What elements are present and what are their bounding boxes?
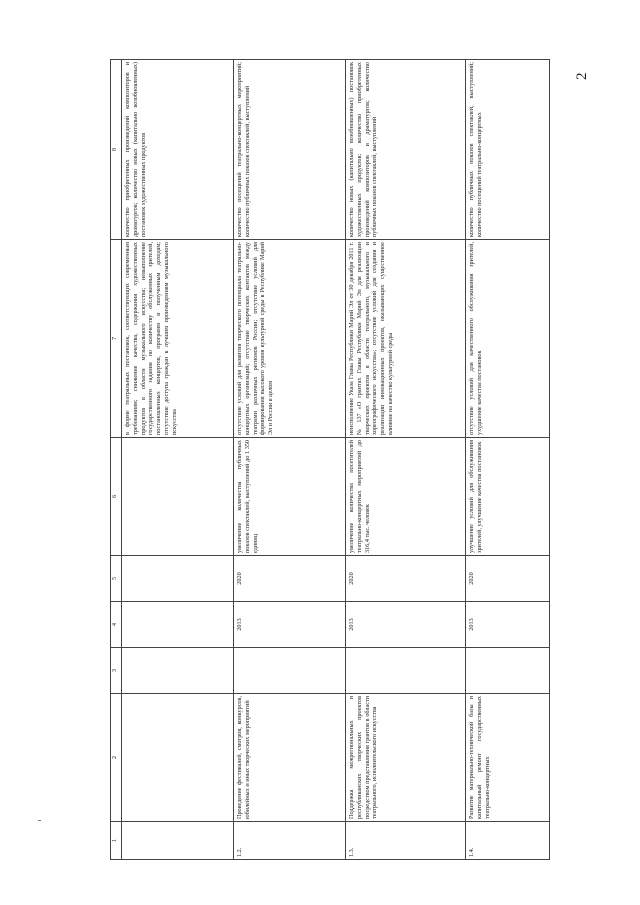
consequences: в форме театральных постановок, соответствующих современным требованиям; снижение качества, содержания художественных продуктов в области музыкального искусства; невыполнение государственного задания по количеству обслуженных зрителей, постановленных концертов, программ и полученным доходам; отсутствие доступа граждан к лучшим произведениям музыкального искусства bbox=[121, 240, 233, 438]
end-year bbox=[121, 556, 233, 602]
column-number: 2 bbox=[111, 694, 122, 822]
end-year: 2020 bbox=[465, 556, 549, 602]
consequences: отсутствие условий для развития творческого потенциала театрально-концертных организаций; отсутствие творческих контактов между театрами различных регионов России; отсутствие условий для формирования высокого уровня культурной среды в Республике Марий Эл и России в целом bbox=[233, 240, 345, 438]
executor bbox=[121, 648, 233, 694]
indicators: количество приобретенных произведений композиторов и драматургов; количество новых (капитально возобновленных) постановок художественных продуктов bbox=[121, 60, 233, 240]
page-number: 2 bbox=[574, 72, 590, 80]
expected-result: улучшение условий для обслуживания зрителей, улучшение качества постановок bbox=[465, 438, 549, 556]
start-year: 2013 bbox=[465, 602, 549, 648]
measure-name bbox=[121, 694, 233, 822]
column-number: 8 bbox=[111, 60, 122, 240]
table-row bbox=[465, 60, 549, 860]
column-number: 7 bbox=[111, 240, 122, 438]
table-row bbox=[121, 60, 233, 860]
executor bbox=[233, 648, 345, 694]
end-year: 2020 bbox=[345, 556, 465, 602]
indicators: количество публичных показов спектаклей, выступлений; количество посещений театрально-концертных bbox=[465, 60, 549, 240]
column-number: 5 bbox=[111, 556, 122, 602]
column-number: 1 bbox=[111, 822, 122, 860]
executor bbox=[465, 648, 549, 694]
consequences: отсутствие условий для качественного обслуживания зрителей, ухудшение качества постановок bbox=[465, 240, 549, 438]
expected-result: увеличение количества посетителей театрально-концертных мероприятий до 316,4 тыс. человек bbox=[345, 438, 465, 556]
scan-mark bbox=[38, 820, 41, 821]
indicators: количество посещений театрально-концертных мероприятий; количество публичных показов спектаклей, выступлений bbox=[233, 60, 345, 240]
row-number: 1.4. bbox=[465, 822, 549, 860]
start-year bbox=[121, 602, 233, 648]
column-number-row bbox=[111, 60, 122, 860]
measure-name: Развитие материально-технической базы и капитальный ремонт государственных театрально-концертных bbox=[465, 694, 549, 822]
expected-result: увеличение количества публичных показов спектаклей, выступлений до 1 350 единиц bbox=[233, 438, 345, 556]
consequences: неисполнение Указа Главы Республики Марий Эл от 30 декабря 2011 г. № 137 «О грантах Главы Республики Марий Эл для реализации творческих проектов в области театрального, музыкального и хореографического искусства»; отсутствие условий для создания и реализации инновационных проектов, оказывающих существенное влияние на качество культурной среды bbox=[345, 240, 465, 438]
executor bbox=[345, 648, 465, 694]
program-measures-table bbox=[110, 59, 550, 860]
start-year: 2013 bbox=[233, 602, 345, 648]
column-number: 6 bbox=[111, 438, 122, 556]
expected-result bbox=[121, 438, 233, 556]
row-number: 1.3. bbox=[345, 822, 465, 860]
column-number: 4 bbox=[111, 602, 122, 648]
row-number bbox=[121, 822, 233, 860]
table-row bbox=[345, 60, 465, 860]
indicators: количество новых (капитально возобновленных) постановок художественных продуктов; количество приобретенных произведений композиторов и драматургов; количество публичных показов спектаклей, выступлений bbox=[345, 60, 465, 240]
measure-name: Поддержка межрегиональных и республиканских творческих проектов посредством представления грантов в области театрального, исполнительского искусства bbox=[345, 694, 465, 822]
start-year: 2013 bbox=[345, 602, 465, 648]
end-year: 2020 bbox=[233, 556, 345, 602]
column-number: 3 bbox=[111, 648, 122, 694]
rotated-table-stage bbox=[110, 60, 565, 860]
table-row bbox=[233, 60, 345, 860]
measure-name: Проведение фестивалей, смотров, конкурсов, юбилейных и иных творческих мероприятий bbox=[233, 694, 345, 822]
row-number: 1.2. bbox=[233, 822, 345, 860]
